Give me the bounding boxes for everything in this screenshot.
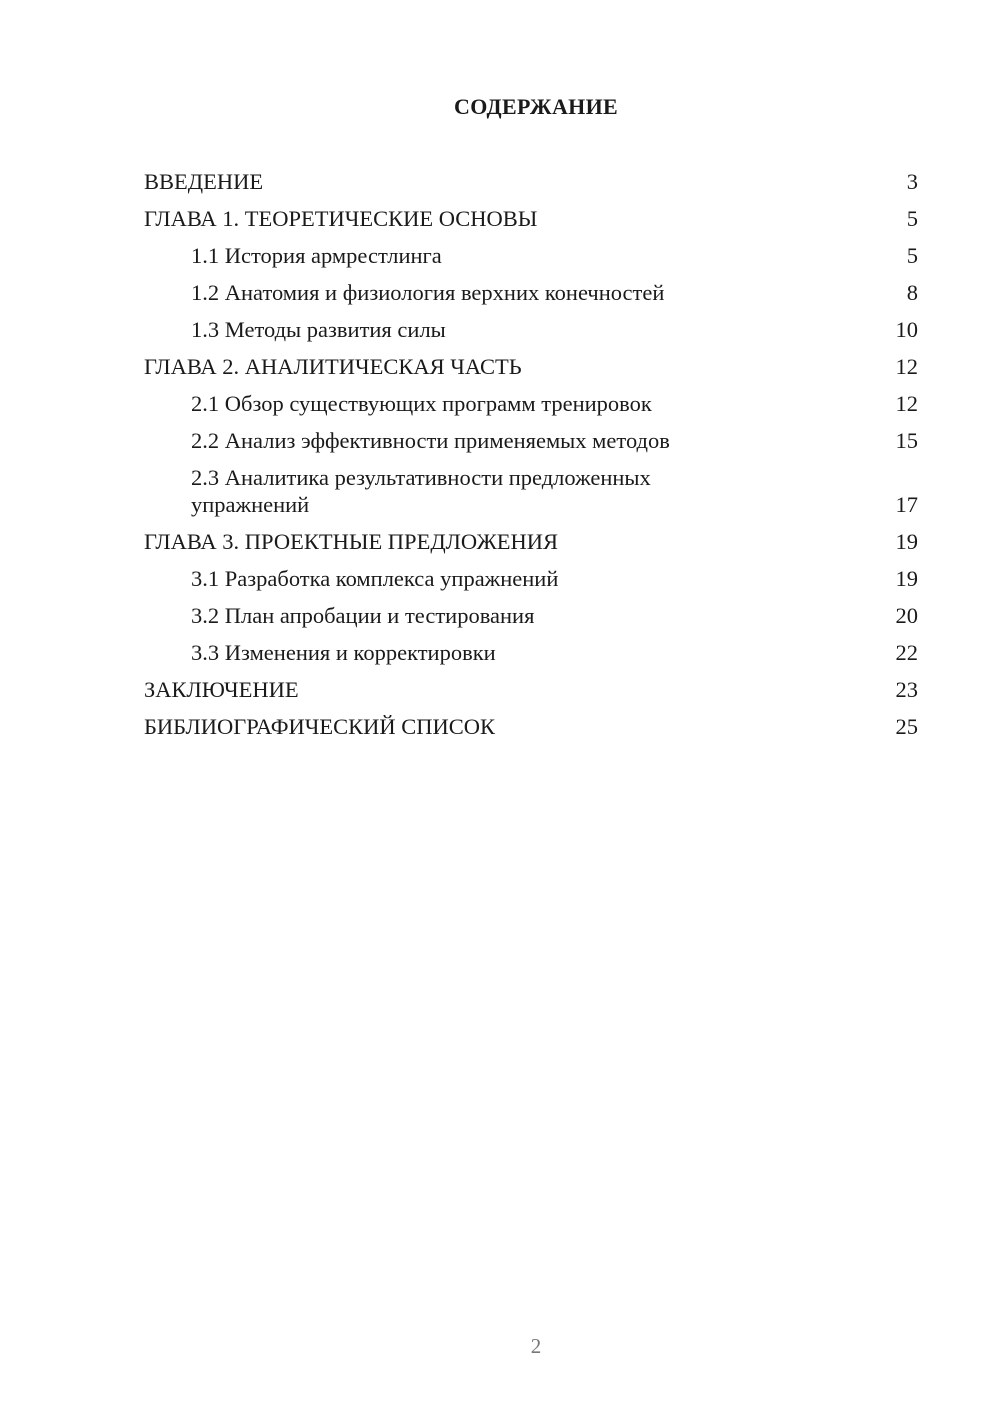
toc-entry-label: БИБЛИОГРАФИЧЕСКИЙ СПИСОК xyxy=(144,714,496,739)
toc-entry-page: 17 xyxy=(895,492,918,517)
toc-entry-label: 3.2 План апробации и тестирования xyxy=(191,603,535,628)
toc-entry-label: 1.1 История армрестлинга xyxy=(191,243,442,268)
toc-entry[interactable] xyxy=(144,168,918,195)
toc-entry[interactable] xyxy=(144,713,918,740)
toc-entry-page: 19 xyxy=(895,566,918,591)
page-number: 2 xyxy=(530,1334,542,1358)
toc-entry-page: 3 xyxy=(906,169,918,194)
toc-entry-label: 2.2 Анализ эффективности применяемых методов xyxy=(191,428,670,453)
toc-entry-page: 5 xyxy=(906,243,918,268)
toc-entry-page: 20 xyxy=(895,603,918,628)
toc-entry-page: 8 xyxy=(906,280,918,305)
toc-entry-label: ГЛАВА 1. ТЕОРЕТИЧЕСКИЕ ОСНОВЫ xyxy=(144,206,538,231)
toc-entry[interactable] xyxy=(144,205,918,232)
toc-entry[interactable] xyxy=(144,602,918,629)
toc-entry-page: 15 xyxy=(895,428,918,453)
toc-entry-page: 25 xyxy=(895,714,918,739)
toc-entry[interactable] xyxy=(144,242,918,269)
toc-entry-label: ГЛАВА 3. ПРОЕКТНЫЕ ПРЕДЛОЖЕНИЯ xyxy=(144,529,559,554)
toc-entry[interactable] xyxy=(144,353,918,380)
toc-entry[interactable] xyxy=(144,390,918,417)
toc-entry[interactable] xyxy=(144,528,918,555)
toc-entry[interactable] xyxy=(144,316,918,343)
toc-entry-label: ВВЕДЕНИЕ xyxy=(144,169,264,194)
toc-entry-label: 2.1 Обзор существующих программ тренировок xyxy=(191,391,652,416)
toc-entry-label: 3.3 Изменения и корректировки xyxy=(191,640,496,665)
toc-entry-label: 3.1 Разработка комплекса упражнений xyxy=(191,566,559,591)
toc-entry[interactable] xyxy=(144,639,918,666)
toc-entry-label: 1.3 Методы развития силы xyxy=(191,317,446,342)
toc-entry-page: 12 xyxy=(895,354,918,379)
toc-entry-page: 19 xyxy=(895,529,918,554)
page-title: СОДЕРЖАНИЕ xyxy=(454,94,618,119)
toc-entry-page: 5 xyxy=(906,206,918,231)
toc-entry-page: 12 xyxy=(895,391,918,416)
toc-entry[interactable] xyxy=(144,565,918,592)
toc-entry[interactable] xyxy=(144,464,918,518)
toc-entry-page: 22 xyxy=(895,640,918,665)
toc-entry-label: 1.2 Анатомия и физиология верхних конечностей xyxy=(191,280,665,305)
toc-entry-label: ЗАКЛЮЧЕНИЕ xyxy=(144,677,299,702)
toc-entry-page: 23 xyxy=(895,677,918,702)
table-of-contents xyxy=(144,168,918,750)
toc-entry[interactable] xyxy=(144,427,918,454)
toc-entry-page: 10 xyxy=(895,317,918,342)
toc-entry-label: ГЛАВА 2. АНАЛИТИЧЕСКАЯ ЧАСТЬ xyxy=(144,354,522,379)
toc-entry[interactable] xyxy=(144,279,918,306)
toc-entry[interactable] xyxy=(144,676,918,703)
toc-entry-label: 2.3 Аналитика результативности предложенных упражнений xyxy=(191,465,651,517)
